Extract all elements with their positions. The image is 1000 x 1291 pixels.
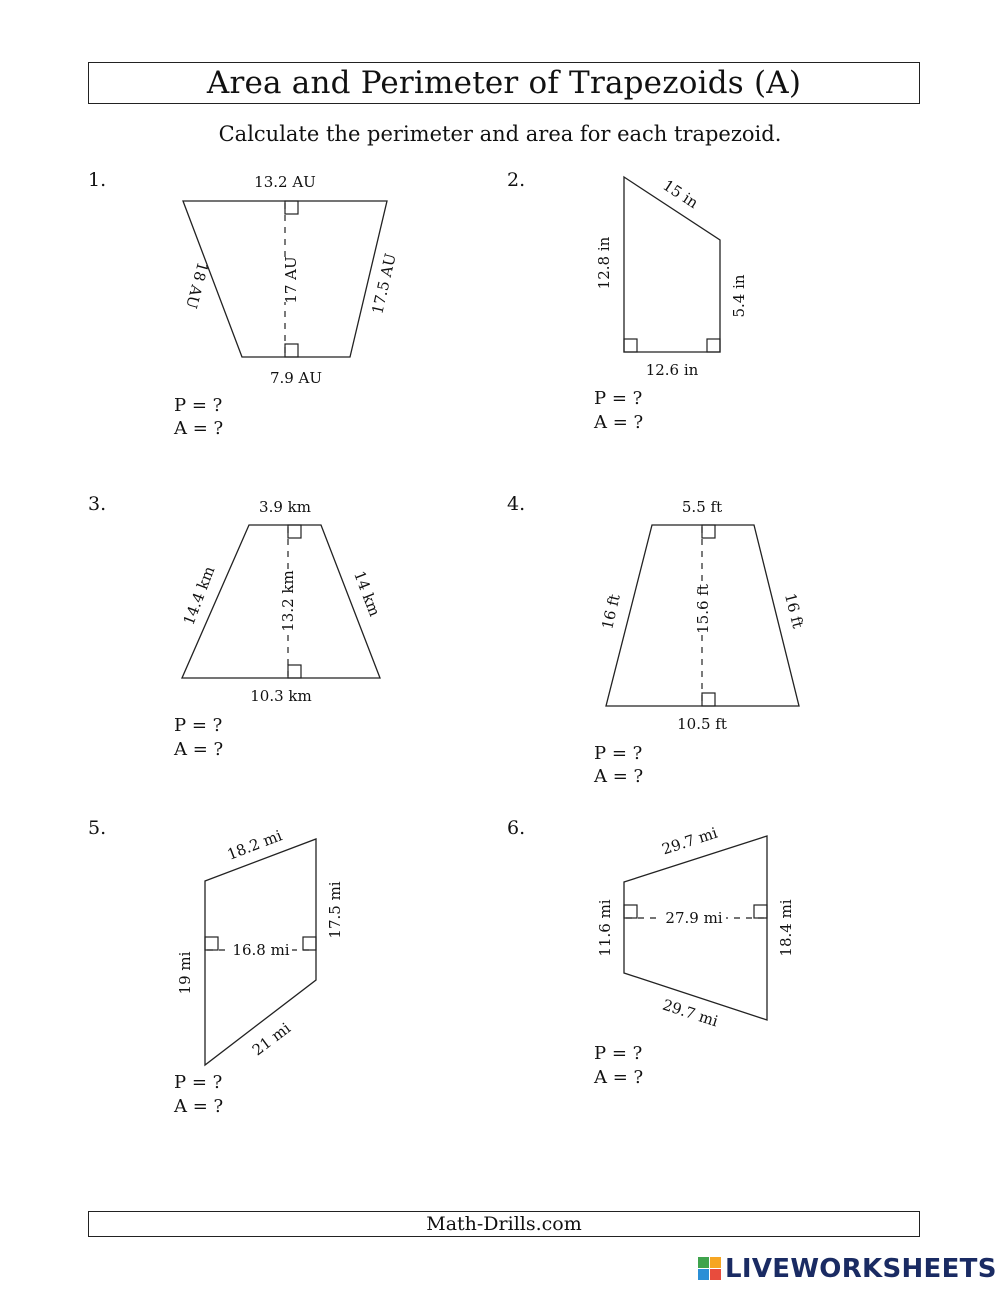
area-answer: A = ?	[174, 1096, 224, 1117]
logo-block	[698, 1257, 709, 1268]
logo-block	[710, 1257, 721, 1268]
height-label: 27.9 mi	[665, 909, 723, 927]
top-side-label: 29.7 mi	[659, 823, 720, 859]
bottom-side-label: 21 mi	[248, 1019, 294, 1060]
right-angle-marker	[624, 905, 637, 918]
left-leg-label: 14.4 km	[179, 563, 219, 628]
right-angle-marker	[707, 339, 720, 352]
left-side-label: 11.6 mi	[596, 899, 614, 957]
logo-blocks-icon	[698, 1257, 722, 1281]
logo-text: LIVEWORKSHEETS	[725, 1254, 997, 1284]
area-answer: A = ?	[594, 766, 644, 787]
height-label: 16.8 mi	[232, 941, 290, 959]
liveworksheets-logo[interactable]	[698, 1253, 997, 1285]
right-leg-label: 16 ft	[780, 591, 807, 631]
top-base-label: 3.9 km	[259, 498, 311, 516]
problem-3	[88, 493, 384, 760]
logo-block	[710, 1269, 721, 1280]
area-answer: A = ?	[594, 1067, 644, 1088]
perimeter-answer: P = ?	[174, 715, 223, 736]
top-base-label: 5.5 ft	[681, 498, 723, 516]
problem-number: 3.	[88, 493, 107, 515]
left-leg-label: 16 ft	[598, 592, 624, 632]
problem-number: 4.	[507, 493, 526, 515]
height-label: 17 AU	[282, 256, 300, 304]
problem-number: 5.	[88, 817, 107, 839]
top-side-label: 18.2 mi	[224, 826, 285, 864]
footer-box	[88, 1211, 920, 1237]
bottom-base-label: 10.3 km	[250, 687, 312, 705]
right-angle-marker	[303, 937, 316, 950]
problem-1	[88, 169, 400, 439]
problem-number: 2.	[507, 169, 526, 191]
problem-number: 6.	[507, 817, 526, 839]
right-angle-marker	[288, 525, 301, 538]
worksheet-title: Area and Perimeter of Trapezoids (A)	[206, 65, 802, 101]
right-angle-marker	[285, 344, 298, 357]
footer-source: Math-Drills.com	[426, 1213, 582, 1235]
area-answer: A = ?	[174, 418, 224, 439]
right-angle-marker	[702, 525, 715, 538]
left-side-label: 12.8 in	[595, 236, 613, 290]
bottom-base-label: 10.5 ft	[677, 715, 727, 733]
left-side-label: 19 mi	[176, 951, 194, 995]
perimeter-answer: P = ?	[174, 1072, 223, 1093]
perimeter-answer: P = ?	[174, 395, 223, 416]
right-angle-marker	[288, 665, 301, 678]
perimeter-answer: P = ?	[594, 743, 643, 764]
trapezoid-shape	[624, 177, 720, 352]
logo-block	[698, 1269, 709, 1280]
left-leg-label: 18 AU	[182, 260, 212, 311]
problem-5	[88, 817, 344, 1117]
right-leg-label: 17.5 AU	[368, 251, 400, 316]
trapezoid-shape	[624, 836, 767, 1020]
right-angle-marker	[702, 693, 715, 706]
right-angle-marker	[285, 201, 298, 214]
height-label: 13.2 km	[279, 570, 297, 632]
right-side-label: 5.4 in	[730, 274, 748, 318]
right-side-label: 17.5 mi	[326, 881, 344, 939]
bottom-side-label: 29.7 mi	[660, 995, 721, 1031]
perimeter-answer: P = ?	[594, 1043, 643, 1064]
right-leg-label: 14 km	[350, 568, 384, 619]
perimeter-answer: P = ?	[594, 388, 643, 409]
height-label: 15.6 ft	[694, 584, 712, 634]
right-angle-marker	[624, 339, 637, 352]
right-angle-marker	[754, 905, 767, 918]
problem-number: 1.	[88, 169, 107, 191]
top-base-label: 13.2 AU	[254, 173, 316, 191]
problem-2	[507, 169, 748, 433]
bottom-base-label: 7.9 AU	[269, 369, 323, 387]
bottom-base-label: 12.6 in	[645, 361, 699, 379]
right-side-label: 18.4 mi	[777, 899, 795, 957]
problem-4	[507, 493, 807, 787]
problem-6	[507, 817, 795, 1088]
slant-side-label: 15 in	[659, 176, 702, 213]
area-answer: A = ?	[594, 412, 644, 433]
area-answer: A = ?	[174, 739, 224, 760]
right-angle-marker	[205, 937, 218, 950]
instructions: Calculate the perimeter and area for each trapezoid.	[218, 122, 782, 146]
